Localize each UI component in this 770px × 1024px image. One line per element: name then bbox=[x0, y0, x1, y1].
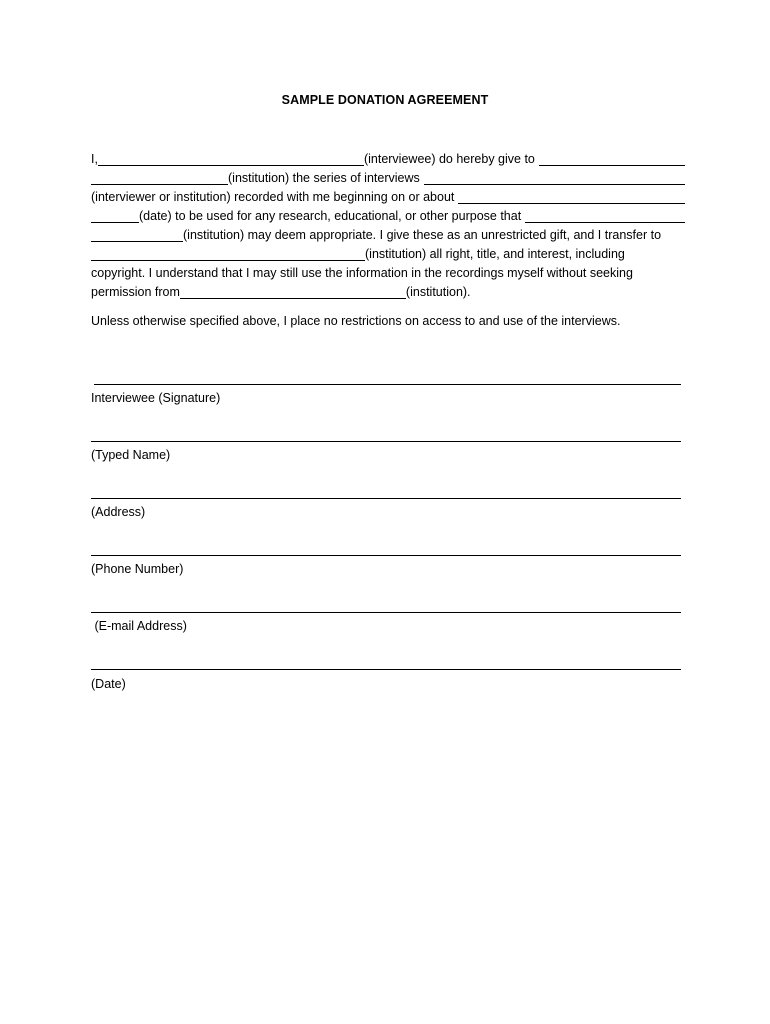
address-line[interactable] bbox=[91, 498, 681, 499]
agreement-line-1 bbox=[91, 150, 685, 169]
phone-number-line[interactable] bbox=[91, 555, 681, 556]
email-address-line[interactable] bbox=[91, 612, 681, 613]
line-8-text-a: permission from bbox=[91, 285, 180, 299]
institution-blank-1[interactable] bbox=[539, 152, 685, 166]
line-3-text: (interviewer or institution) recorded with me beginning on or about bbox=[91, 190, 455, 204]
permission-institution-blank[interactable] bbox=[180, 285, 406, 299]
address-label: (Address) bbox=[91, 505, 146, 519]
line-4-text: (date) to be used for any research, educational, or other purpose that bbox=[139, 209, 522, 223]
agreement-line-6 bbox=[91, 245, 685, 264]
document-title: SAMPLE DONATION AGREEMENT bbox=[281, 93, 489, 107]
purpose-institution-blank[interactable] bbox=[525, 209, 685, 223]
agreement-line-4 bbox=[91, 207, 685, 226]
line-7-text: copyright. I understand that I may still use the information in the recordings myself without seeking bbox=[91, 266, 633, 280]
date-line[interactable] bbox=[91, 669, 681, 670]
interviews-series-blank[interactable] bbox=[424, 171, 685, 185]
email-address-label: (E-mail Address) bbox=[91, 619, 187, 633]
institution-blank-3[interactable] bbox=[91, 228, 183, 242]
line-1-text-b: (interviewee) do hereby give to bbox=[363, 152, 535, 166]
typed-name-label: (Typed Name) bbox=[91, 448, 171, 462]
institution-blank-2[interactable] bbox=[91, 171, 228, 185]
signature-line[interactable] bbox=[94, 384, 681, 385]
restriction-statement: Unless otherwise specified above, I place no restrictions on access to and use of the interviews. bbox=[91, 314, 621, 328]
line-1-text-a: I, bbox=[91, 152, 98, 166]
line-2-text: (institution) the series of interviews bbox=[228, 171, 420, 185]
phone-number-label: (Phone Number) bbox=[91, 562, 184, 576]
begin-date-blank[interactable] bbox=[458, 190, 685, 204]
line-8-text-b: (institution). bbox=[405, 285, 471, 299]
line-6-text: (institution) all right, title, and interest, including bbox=[365, 247, 625, 261]
institution-blank-4[interactable] bbox=[91, 247, 365, 261]
typed-name-line[interactable] bbox=[91, 441, 681, 442]
agreement-line-5 bbox=[91, 226, 685, 245]
date-label: (Date) bbox=[91, 677, 126, 691]
agreement-line-7 bbox=[91, 264, 685, 283]
date-blank[interactable] bbox=[91, 209, 139, 223]
interviewee-name-blank[interactable] bbox=[98, 152, 364, 166]
agreement-line-2 bbox=[91, 169, 685, 188]
signature-label: Interviewee (Signature) bbox=[91, 391, 221, 405]
agreement-line-8 bbox=[91, 283, 685, 302]
line-5-text: (institution) may deem appropriate. I give these as an unrestricted gift, and I transfer to bbox=[183, 228, 662, 242]
agreement-line-3 bbox=[91, 188, 685, 207]
